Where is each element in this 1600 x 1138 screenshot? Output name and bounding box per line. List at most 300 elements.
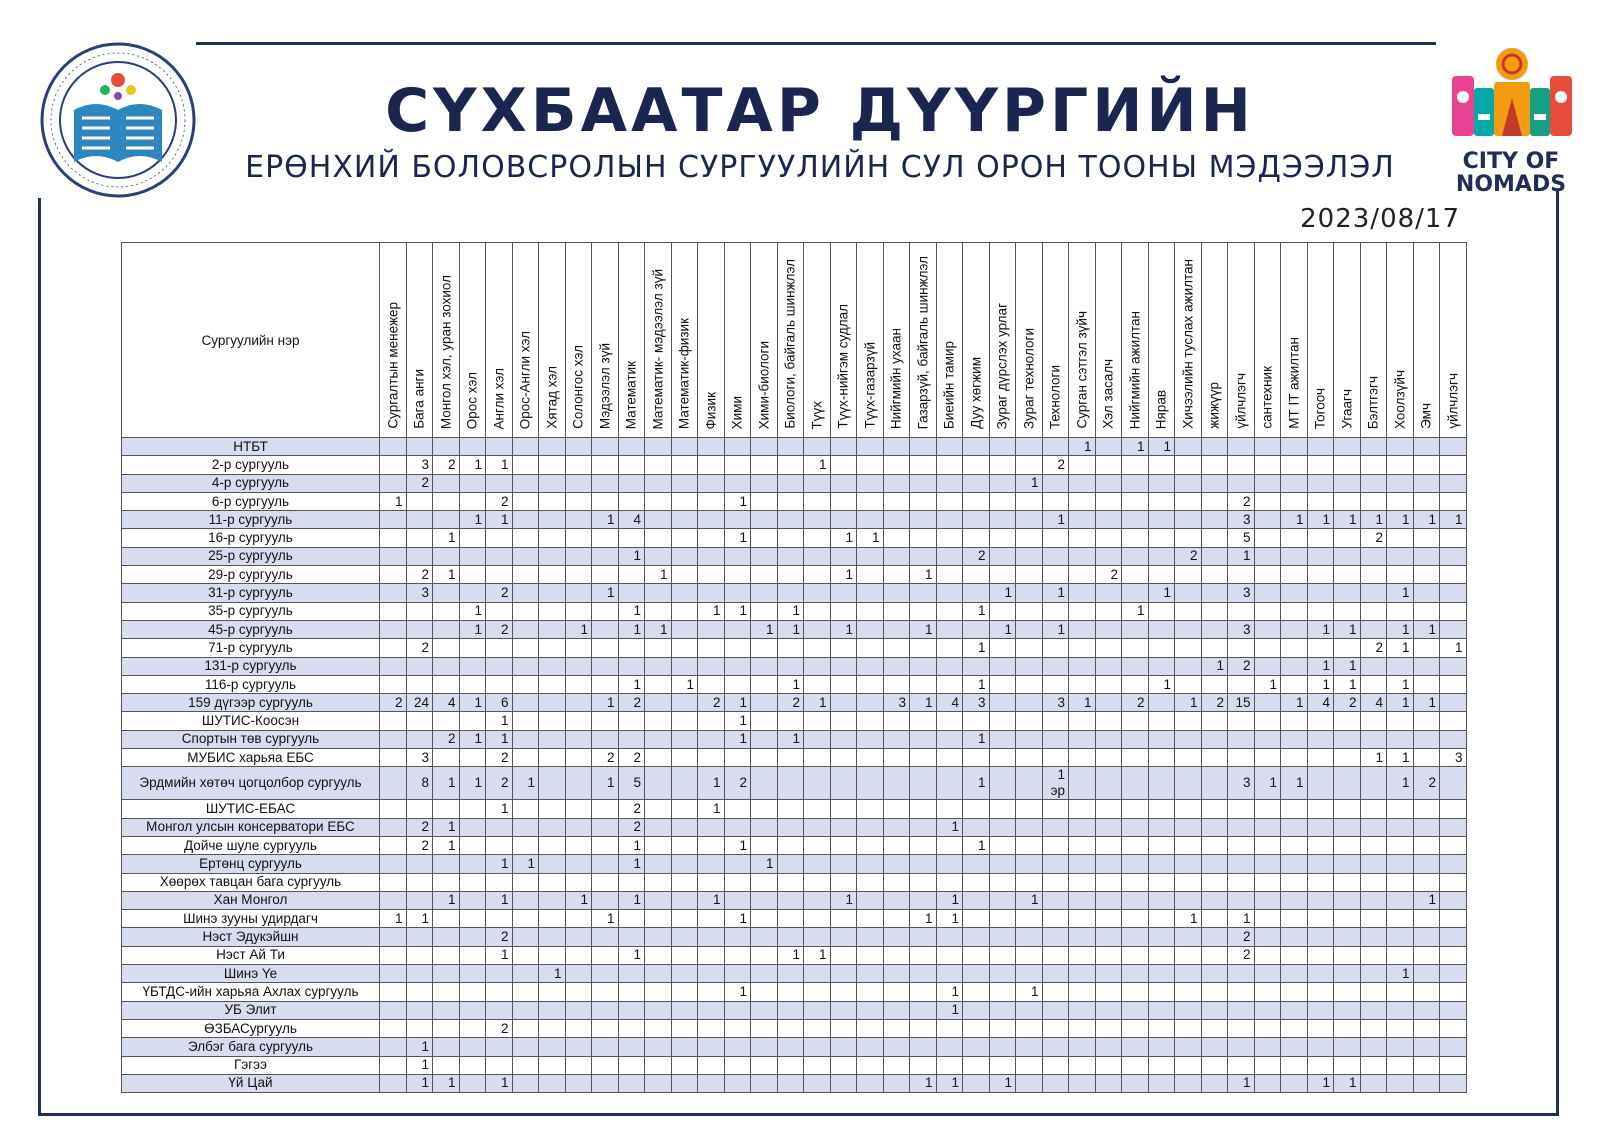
vacancy-count-cell: 1	[512, 767, 539, 800]
vacancy-count-cell: 1	[1413, 694, 1440, 712]
vacancy-count-cell	[989, 910, 1016, 928]
vacancy-count-cell	[539, 1001, 566, 1019]
table-row	[122, 620, 1467, 638]
vacancy-count-cell	[1228, 712, 1255, 730]
vacancy-count-cell	[751, 547, 778, 565]
vacancy-count-cell	[380, 1038, 407, 1056]
vacancy-count-cell	[883, 511, 910, 529]
vacancy-count-cell	[1122, 818, 1149, 836]
vacancy-count-cell	[539, 712, 566, 730]
vacancy-count-cell	[512, 584, 539, 602]
school-name-cell: Спортын төв сургууль	[122, 730, 380, 748]
vacancy-count-cell	[1175, 566, 1202, 584]
vacancy-count-cell	[804, 873, 831, 891]
vacancy-count-cell	[1228, 855, 1255, 873]
vacancy-count-cell	[380, 657, 407, 675]
vacancy-count-cell	[777, 438, 804, 456]
vacancy-count-cell	[1201, 800, 1228, 818]
vacancy-count-cell	[1122, 946, 1149, 964]
vacancy-count-cell: 1	[910, 694, 937, 712]
vacancy-count-cell	[433, 1056, 460, 1074]
vacancy-count-cell	[830, 1074, 857, 1092]
vacancy-count-cell	[857, 1019, 884, 1037]
vacancy-count-cell	[486, 1001, 513, 1019]
vacancy-count-cell	[645, 855, 672, 873]
vacancy-count-cell	[645, 474, 672, 492]
table-row	[122, 836, 1467, 854]
vacancy-count-cell	[380, 547, 407, 565]
vacancy-count-cell	[1228, 675, 1255, 693]
vacancy-count-cell	[1122, 767, 1149, 800]
vacancy-count-cell	[1228, 1056, 1255, 1074]
vacancy-count-cell	[565, 602, 592, 620]
vacancy-count-cell: 1	[459, 767, 486, 800]
vacancy-count-cell	[1148, 657, 1175, 675]
vacancy-count-cell	[1122, 1019, 1149, 1037]
vacancy-count-cell	[645, 983, 672, 1001]
vacancy-count-cell	[1148, 855, 1175, 873]
vacancy-count-cell	[380, 712, 407, 730]
vacancy-count-cell	[1069, 983, 1096, 1001]
vacancy-count-cell	[1201, 1038, 1228, 1056]
vacancy-count-cell	[1122, 584, 1149, 602]
vacancy-count-cell	[1016, 767, 1043, 800]
vacancy-count-cell	[1334, 1001, 1361, 1019]
vacancy-count-cell	[857, 800, 884, 818]
vacancy-count-cell	[1387, 547, 1414, 565]
vacancy-count-cell	[910, 492, 937, 510]
vacancy-count-cell	[698, 438, 725, 456]
vacancy-count-cell	[883, 639, 910, 657]
vacancy-count-cell	[539, 800, 566, 818]
vacancy-count-cell	[1175, 1056, 1202, 1074]
vacancy-count-cell	[565, 511, 592, 529]
vacancy-count-cell	[1334, 983, 1361, 1001]
vacancy-count-cell	[698, 584, 725, 602]
vacancy-count-cell	[698, 965, 725, 983]
vacancy-count-cell	[1307, 767, 1334, 800]
vacancy-count-cell: 1	[936, 818, 963, 836]
vacancy-count-cell	[989, 529, 1016, 547]
vacancy-count-cell	[565, 910, 592, 928]
vacancy-count-cell: 1	[830, 566, 857, 584]
vacancy-count-cell	[1016, 438, 1043, 456]
vacancy-count-cell	[1095, 1038, 1122, 1056]
vacancy-count-cell	[512, 928, 539, 946]
vacancy-count-cell	[1201, 928, 1228, 946]
vacancy-count-cell: 2	[406, 639, 433, 657]
vacancy-table	[121, 242, 1467, 1093]
vacancy-count-cell: 1	[459, 620, 486, 638]
vacancy-count-cell	[830, 694, 857, 712]
vacancy-count-cell	[433, 910, 460, 928]
vacancy-count-cell	[1201, 639, 1228, 657]
vacancy-count-cell	[963, 1001, 990, 1019]
vacancy-count-cell	[936, 928, 963, 946]
vacancy-count-cell	[380, 529, 407, 547]
vacancy-count-cell	[459, 639, 486, 657]
vacancy-count-cell	[1360, 620, 1387, 638]
vacancy-count-cell: 1	[1254, 675, 1281, 693]
vacancy-count-cell	[989, 767, 1016, 800]
vacancy-count-cell	[751, 749, 778, 767]
vacancy-count-cell	[592, 891, 619, 909]
vacancy-count-cell	[1148, 800, 1175, 818]
vacancy-count-cell	[1281, 1019, 1308, 1037]
vacancy-count-cell: 3	[1228, 767, 1255, 800]
table-header-row	[122, 243, 1467, 438]
vacancy-count-cell	[936, 767, 963, 800]
vacancy-count-cell	[565, 529, 592, 547]
vacancy-count-cell	[671, 965, 698, 983]
vacancy-count-cell: 1	[486, 511, 513, 529]
vacancy-count-cell: 1	[1440, 511, 1467, 529]
vacancy-count-cell	[565, 1056, 592, 1074]
table-row	[122, 800, 1467, 818]
vacancy-count-cell	[936, 566, 963, 584]
vacancy-count-cell	[671, 620, 698, 638]
column-header-label: Нийгмийн ажилтан	[1127, 310, 1143, 429]
vacancy-count-cell	[1281, 584, 1308, 602]
vacancy-count-cell	[1360, 547, 1387, 565]
vacancy-count-cell	[777, 800, 804, 818]
vacancy-count-cell	[592, 712, 619, 730]
vacancy-count-cell	[1148, 836, 1175, 854]
vacancy-count-cell: 1	[592, 910, 619, 928]
vacancy-count-cell: 2	[486, 749, 513, 767]
vacancy-count-cell	[1042, 836, 1069, 854]
vacancy-count-cell	[1016, 855, 1043, 873]
vacancy-count-cell	[1148, 767, 1175, 800]
vacancy-count-cell	[1148, 529, 1175, 547]
vacancy-count-cell: 1	[936, 891, 963, 909]
vacancy-count-cell	[830, 818, 857, 836]
vacancy-count-cell: 4	[433, 694, 460, 712]
vacancy-count-cell: 1	[1042, 511, 1069, 529]
vacancy-count-cell: 1	[433, 818, 460, 836]
vacancy-count-cell	[1387, 1074, 1414, 1092]
table-body	[122, 438, 1467, 1093]
vacancy-count-cell	[618, 1019, 645, 1037]
vacancy-count-cell	[1095, 873, 1122, 891]
vacancy-count-cell	[936, 529, 963, 547]
vacancy-count-cell	[1413, 1019, 1440, 1037]
vacancy-count-cell	[1148, 1001, 1175, 1019]
table-row	[122, 694, 1467, 712]
vacancy-count-cell: 1	[1387, 639, 1414, 657]
vacancy-count-cell: 1	[936, 983, 963, 1001]
vacancy-count-cell	[751, 602, 778, 620]
vacancy-count-cell	[1069, 891, 1096, 909]
vacancy-count-cell	[1307, 983, 1334, 1001]
vacancy-count-cell	[910, 891, 937, 909]
column-header	[380, 243, 407, 438]
vacancy-count-cell	[883, 1019, 910, 1037]
vacancy-count-cell	[1254, 492, 1281, 510]
vacancy-count-cell	[1122, 965, 1149, 983]
vacancy-count-cell	[565, 566, 592, 584]
vacancy-count-cell	[883, 800, 910, 818]
column-header-label: Хятад хэл	[544, 366, 560, 429]
vacancy-count-cell	[592, 675, 619, 693]
table-row	[122, 584, 1467, 602]
vacancy-count-cell: 5	[618, 767, 645, 800]
vacancy-count-cell	[963, 511, 990, 529]
vacancy-count-cell	[724, 855, 751, 873]
vacancy-count-cell	[1069, 620, 1096, 638]
vacancy-count-cell: 1	[1148, 675, 1175, 693]
vacancy-count-cell	[830, 639, 857, 657]
vacancy-count-cell	[565, 456, 592, 474]
vacancy-count-cell	[1228, 602, 1255, 620]
vacancy-count-cell	[618, 983, 645, 1001]
school-name-cell: 11-р сургууль	[122, 511, 380, 529]
vacancy-count-cell	[1095, 800, 1122, 818]
vacancy-count-cell	[963, 800, 990, 818]
vacancy-count-cell	[1413, 749, 1440, 767]
school-name-cell: Гэгээ	[122, 1056, 380, 1074]
vacancy-count-cell	[592, 566, 619, 584]
vacancy-count-cell	[1122, 891, 1149, 909]
vacancy-count-cell	[1334, 547, 1361, 565]
vacancy-count-cell	[512, 547, 539, 565]
vacancy-count-cell	[1201, 767, 1228, 800]
vacancy-count-cell: 1	[724, 492, 751, 510]
vacancy-count-cell	[433, 965, 460, 983]
vacancy-count-cell	[804, 749, 831, 767]
vacancy-count-cell	[592, 855, 619, 873]
vacancy-count-cell	[883, 438, 910, 456]
vacancy-count-cell	[380, 891, 407, 909]
vacancy-count-cell	[671, 1001, 698, 1019]
vacancy-count-cell: 1	[486, 730, 513, 748]
vacancy-count-cell	[724, 657, 751, 675]
vacancy-count-cell	[380, 965, 407, 983]
vacancy-count-cell	[1069, 492, 1096, 510]
vacancy-count-cell	[910, 547, 937, 565]
vacancy-count-cell: 1	[1387, 767, 1414, 800]
vacancy-count-cell	[1387, 983, 1414, 1001]
vacancy-count-cell	[1334, 474, 1361, 492]
vacancy-count-cell	[1122, 855, 1149, 873]
vacancy-count-cell: 1	[724, 602, 751, 620]
vacancy-count-cell	[592, 639, 619, 657]
vacancy-count-cell	[1095, 749, 1122, 767]
vacancy-count-cell: 2	[698, 694, 725, 712]
vacancy-count-cell	[539, 946, 566, 964]
vacancy-count-cell	[1069, 800, 1096, 818]
vacancy-count-cell: 1	[433, 767, 460, 800]
vacancy-count-cell	[777, 1056, 804, 1074]
vacancy-count-cell	[1334, 1056, 1361, 1074]
vacancy-count-cell	[618, 657, 645, 675]
vacancy-count-cell	[963, 584, 990, 602]
vacancy-count-cell	[1122, 800, 1149, 818]
vacancy-count-cell	[1387, 730, 1414, 748]
vacancy-count-cell	[1440, 928, 1467, 946]
vacancy-count-cell	[1413, 547, 1440, 565]
vacancy-count-cell	[1069, 1056, 1096, 1074]
table-row	[122, 1019, 1467, 1037]
vacancy-count-cell	[1413, 818, 1440, 836]
vacancy-count-cell	[1175, 492, 1202, 510]
vacancy-count-cell	[1387, 657, 1414, 675]
vacancy-count-cell	[989, 1038, 1016, 1056]
school-name-cell: 29-р сургууль	[122, 566, 380, 584]
vacancy-count-cell	[1148, 566, 1175, 584]
vacancy-count-cell	[1254, 1001, 1281, 1019]
city-of-nomads-logo-text	[1440, 150, 1582, 196]
vacancy-count-cell	[804, 566, 831, 584]
vacancy-count-cell	[1254, 620, 1281, 638]
vacancy-count-cell	[1334, 1019, 1361, 1037]
vacancy-count-cell	[380, 946, 407, 964]
vacancy-count-cell	[539, 1074, 566, 1092]
vacancy-count-cell: 2	[592, 749, 619, 767]
vacancy-count-cell	[936, 675, 963, 693]
vacancy-count-cell	[1334, 639, 1361, 657]
vacancy-count-cell	[989, 891, 1016, 909]
column-header	[777, 243, 804, 438]
vacancy-count-cell	[645, 836, 672, 854]
vacancy-count-cell	[698, 529, 725, 547]
vacancy-count-cell	[804, 492, 831, 510]
vacancy-count-cell	[1201, 566, 1228, 584]
vacancy-count-cell	[1334, 492, 1361, 510]
vacancy-count-cell	[645, 602, 672, 620]
vacancy-count-cell: 1	[406, 910, 433, 928]
vacancy-count-cell: 1	[963, 836, 990, 854]
vacancy-count-cell	[910, 438, 937, 456]
vacancy-count-cell	[1254, 1038, 1281, 1056]
vacancy-count-cell	[698, 928, 725, 946]
vacancy-count-cell	[1122, 657, 1149, 675]
column-header	[1228, 243, 1255, 438]
column-header-label: Газарзүй, байгаль шинжлэл	[915, 255, 931, 429]
table-row	[122, 529, 1467, 547]
column-header	[989, 243, 1016, 438]
vacancy-count-cell	[671, 891, 698, 909]
vacancy-count-cell	[1095, 620, 1122, 638]
vacancy-count-cell	[751, 1056, 778, 1074]
vacancy-count-cell	[1069, 1038, 1096, 1056]
school-name-cell: ҮБТДС-ийн харьяа Ахлах сургууль	[122, 983, 380, 1001]
school-name-cell: 45-р сургууль	[122, 620, 380, 638]
vacancy-count-cell	[645, 1056, 672, 1074]
vacancy-count-cell	[1254, 639, 1281, 657]
vacancy-count-cell	[1228, 474, 1255, 492]
vacancy-count-cell	[1016, 602, 1043, 620]
vacancy-count-cell	[380, 566, 407, 584]
vacancy-count-cell: 1	[777, 675, 804, 693]
vacancy-count-cell	[1413, 712, 1440, 730]
vacancy-count-cell	[565, 694, 592, 712]
vacancy-count-cell	[1440, 818, 1467, 836]
vacancy-count-cell	[751, 946, 778, 964]
vacancy-count-cell	[1228, 639, 1255, 657]
vacancy-count-cell	[592, 928, 619, 946]
column-header	[804, 243, 831, 438]
vacancy-count-cell	[1122, 474, 1149, 492]
vacancy-count-cell	[830, 438, 857, 456]
vacancy-count-cell	[486, 836, 513, 854]
vacancy-count-cell	[1069, 767, 1096, 800]
vacancy-count-cell	[804, 983, 831, 1001]
vacancy-count-cell	[1042, 730, 1069, 748]
column-header-label: Англи хэл	[491, 367, 507, 429]
vacancy-count-cell	[1307, 492, 1334, 510]
vacancy-count-cell	[1281, 529, 1308, 547]
column-header	[830, 243, 857, 438]
column-header-label: Хичээлийн туслах ажилтан	[1180, 259, 1196, 429]
table-row	[122, 602, 1467, 620]
vacancy-count-cell	[883, 767, 910, 800]
vacancy-count-cell: 1	[486, 891, 513, 909]
vacancy-count-cell	[989, 694, 1016, 712]
vacancy-count-cell	[1413, 566, 1440, 584]
table-row	[122, 1074, 1467, 1092]
vacancy-count-cell: 1	[539, 965, 566, 983]
vacancy-count-cell	[1069, 566, 1096, 584]
vacancy-count-cell	[645, 438, 672, 456]
vacancy-count-cell	[883, 657, 910, 675]
vacancy-count-cell	[1440, 855, 1467, 873]
vacancy-count-cell	[724, 818, 751, 836]
vacancy-count-cell	[883, 1074, 910, 1092]
vacancy-count-cell	[1016, 873, 1043, 891]
vacancy-count-cell	[1254, 836, 1281, 854]
vacancy-count-cell	[698, 749, 725, 767]
vacancy-count-cell	[804, 474, 831, 492]
vacancy-count-cell	[963, 855, 990, 873]
vacancy-count-cell	[857, 456, 884, 474]
vacancy-count-cell: 1	[645, 620, 672, 638]
vacancy-count-cell	[989, 474, 1016, 492]
vacancy-count-cell	[645, 492, 672, 510]
vacancy-count-cell	[989, 800, 1016, 818]
vacancy-count-cell	[565, 873, 592, 891]
vacancy-count-cell	[989, 547, 1016, 565]
vacancy-count-cell	[1122, 749, 1149, 767]
vacancy-count-cell	[1360, 891, 1387, 909]
vacancy-count-cell	[910, 584, 937, 602]
vacancy-count-cell	[618, 712, 645, 730]
vacancy-count-cell	[539, 1019, 566, 1037]
vacancy-count-cell	[565, 474, 592, 492]
vacancy-count-cell	[1360, 657, 1387, 675]
school-name-cell: 116-р сургууль	[122, 675, 380, 693]
vacancy-count-cell	[883, 928, 910, 946]
vacancy-count-cell	[671, 657, 698, 675]
vacancy-count-cell	[724, 1019, 751, 1037]
vacancy-count-cell	[1281, 836, 1308, 854]
vacancy-count-cell: 2	[486, 620, 513, 638]
vacancy-count-cell	[1148, 730, 1175, 748]
vacancy-count-cell	[1201, 836, 1228, 854]
vacancy-count-cell	[1440, 620, 1467, 638]
vacancy-count-cell	[1360, 946, 1387, 964]
vacancy-count-cell	[1175, 836, 1202, 854]
vacancy-count-cell	[1440, 1038, 1467, 1056]
vacancy-count-cell	[1254, 1074, 1281, 1092]
vacancy-count-cell	[883, 818, 910, 836]
vacancy-count-cell	[1281, 730, 1308, 748]
vacancy-count-cell	[671, 712, 698, 730]
vacancy-count-cell	[486, 818, 513, 836]
vacancy-count-cell: 1	[1334, 657, 1361, 675]
vacancy-count-cell	[1307, 602, 1334, 620]
vacancy-count-cell	[380, 730, 407, 748]
